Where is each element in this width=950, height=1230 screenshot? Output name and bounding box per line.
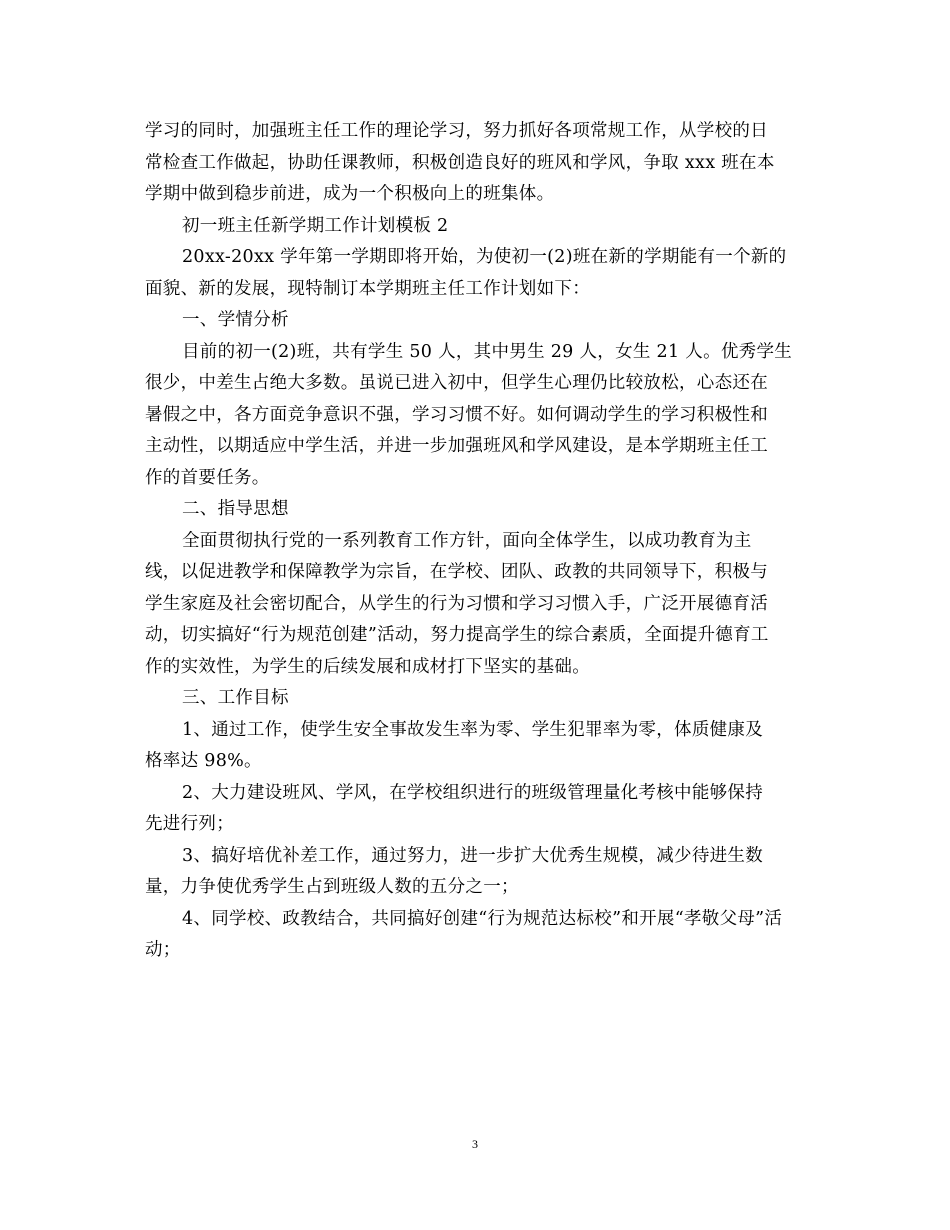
text-line: 常检查工作做起，协助任课教师，积极创造良好的班风和学风，争取 xxx 班在本: [145, 152, 775, 173]
text-line: 面貌、新的发展，现特制订本学期班主任工作计划如下：: [145, 278, 590, 299]
text-line: 主动性，以期适应中学生活，并进一步加强班风和学风建设，是本学期班主任工: [145, 436, 768, 456]
paragraph: [145, 242, 810, 305]
text-line: 初一班主任新学期工作计划模板 2: [182, 215, 449, 236]
text-line: 3、搞好培优补差工作，通过努力，进一步扩大优秀生规模，减少待进生数: [182, 845, 764, 866]
text-line: 2、大力建设班风、学风，在学校组织进行的班级管理量化考核中能够保持: [182, 782, 764, 803]
text-line: 20xx-20xx 学年第一学期即将开始，为使初一(2)班在新的学期能有一个新的: [182, 247, 787, 267]
document-body: [145, 116, 810, 967]
text-line: 作的实效性，为学生的后续发展和成材打下坚实的基础。: [145, 656, 590, 677]
text-line: 1、通过工作，使学生安全事故发生率为零、学生犯罪率为零，体质健康及: [182, 719, 764, 740]
text-line: 很少，中差生占绝大多数。虽说已进入初中，但学生心理仍比较放松，心态还在: [145, 373, 768, 393]
text-line: 三、工作目标: [182, 688, 289, 708]
paragraph: [145, 715, 810, 778]
text-line: 作的首要任务。: [145, 467, 270, 488]
paragraph: [145, 305, 810, 337]
text-line: 一、学情分析: [182, 310, 289, 330]
paragraph: [145, 211, 810, 243]
page-number: 3: [472, 1137, 478, 1151]
text-line: 学习的同时，加强班主任工作的理论学习，努力抓好各项常规工作，从学校的日: [145, 121, 768, 141]
text-line: 二、指导思想: [182, 499, 289, 519]
paragraph: [145, 494, 810, 526]
text-line: 暑假之中，各方面竞争意识不强，学习习惯不好。如何调动学生的学习积极性和: [145, 404, 768, 425]
paragraph: [145, 526, 810, 684]
paragraph: [145, 778, 810, 841]
text-line: 学期中做到稳步前进，成为一个积极向上的班集体。: [145, 184, 555, 204]
text-line: 4、同学校、政教结合，共同搞好创建“行为规范达标校”和开展“孝敬父母”活: [182, 908, 783, 929]
text-line: 先进行列；: [145, 814, 234, 834]
text-line: 学生家庭及社会密切配合，从学生的行为习惯和学习习惯入手，广泛开展德育活: [145, 593, 768, 614]
paragraph: [145, 337, 810, 495]
text-line: 动；: [145, 940, 181, 960]
text-line: 量，力争使优秀学生占到班级人数的五分之一；: [145, 877, 519, 897]
text-line: 线，以促进教学和保障教学为宗旨，在学校、团队、政教的共同领导下，积极与: [145, 562, 768, 582]
paragraph: [145, 904, 810, 967]
text-line: 目前的初一(2)班，共有学生 50 人，其中男生 29 人，女生 21 人。优秀学生: [182, 341, 793, 362]
paragraph: [145, 116, 810, 211]
paragraph: [145, 841, 810, 904]
text-line: 全面贯彻执行党的一系列教育工作方针，面向全体学生，以成功教育为主: [182, 530, 752, 551]
paragraph: [145, 683, 810, 715]
text-line: 动，切实搞好“行为规范创建”活动，努力提高学生的综合素质，全面提升德育工: [145, 625, 769, 645]
text-line: 格率达 98%。: [145, 751, 262, 771]
